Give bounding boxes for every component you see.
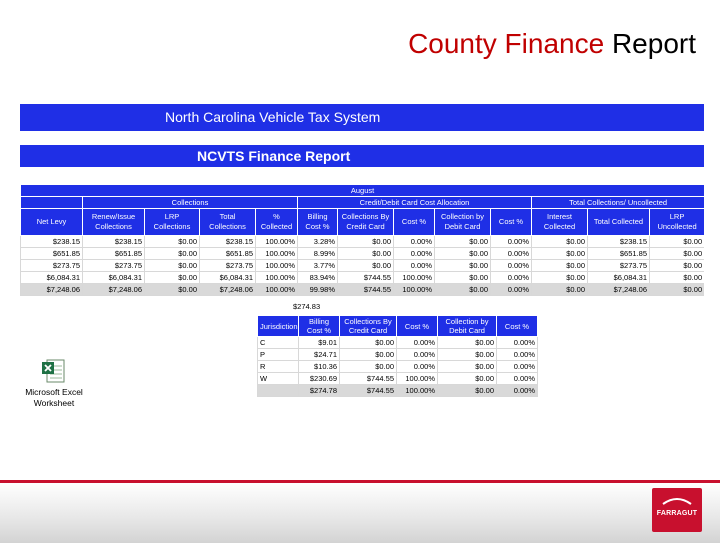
excel-object-label <box>20 387 88 409</box>
table-cell: $238.15 <box>21 236 83 248</box>
footer-bar <box>0 480 720 543</box>
group-total: Total Collections/ Uncollected <box>532 197 705 209</box>
table-cell: $6,084.31 <box>200 272 256 284</box>
table-cell: $0.00 <box>650 260 705 272</box>
table-cell: $0.00 <box>340 349 397 361</box>
title-part2: Report <box>611 28 696 59</box>
column-header: Total Collected <box>588 209 650 236</box>
report-title-band <box>20 145 704 167</box>
table-row <box>21 272 705 284</box>
table-row <box>258 373 538 385</box>
table-cell: $0.00 <box>338 260 394 272</box>
table-cell: 0.00% <box>491 260 532 272</box>
table-cell: 100.00% <box>256 248 298 260</box>
table-row <box>21 248 705 260</box>
group-header-row <box>21 197 705 209</box>
excel-label-line2: Worksheet <box>33 398 75 408</box>
table-row <box>258 337 538 349</box>
excel-label-line1: Microsoft Excel <box>25 387 83 397</box>
table-cell: $0.00 <box>532 272 588 284</box>
table-cell: $651.85 <box>83 248 145 260</box>
table-cell: 100.00% <box>394 272 435 284</box>
finance-report-sheet <box>20 104 704 422</box>
table-cell: 0.00% <box>497 385 538 397</box>
table-cell: 100.00% <box>256 260 298 272</box>
table-cell: $238.15 <box>588 236 650 248</box>
table-cell: $0.00 <box>650 248 705 260</box>
group-collections: Collections <box>83 197 298 209</box>
table-cell: $0.00 <box>435 284 491 296</box>
column-header: Renew/Issue Collections <box>83 209 145 236</box>
table-cell: $744.55 <box>338 284 394 296</box>
table-cell: $0.00 <box>145 236 200 248</box>
table-cell: $0.00 <box>145 272 200 284</box>
system-title-band <box>20 104 704 131</box>
group-card-allocation: Credit/Debit Card Cost Allocation <box>298 197 532 209</box>
table-row <box>258 349 538 361</box>
table-cell: $0.00 <box>338 236 394 248</box>
table-cell: $6,084.31 <box>588 272 650 284</box>
table-cell: 0.00% <box>394 236 435 248</box>
table-cell: $9.01 <box>299 337 340 349</box>
table-cell: $230.69 <box>299 373 340 385</box>
table-cell: 100.00% <box>256 284 298 296</box>
table-cell: $7,248.06 <box>588 284 650 296</box>
table-cell: $651.85 <box>588 248 650 260</box>
table-cell: $0.00 <box>650 236 705 248</box>
table-cell: $0.00 <box>145 248 200 260</box>
group-blank <box>21 197 83 209</box>
table-cell: $0.00 <box>435 272 491 284</box>
embedded-excel-object[interactable] <box>20 358 88 409</box>
table-cell: $0.00 <box>532 236 588 248</box>
table-cell: $0.00 <box>650 284 705 296</box>
column-header: LRP Uncollected <box>650 209 705 236</box>
table-cell: $7,248.06 <box>200 284 256 296</box>
table-cell: 100.00% <box>256 236 298 248</box>
table-cell: $651.85 <box>21 248 83 260</box>
table-cell: $0.00 <box>532 248 588 260</box>
table-row <box>21 260 705 272</box>
total-row <box>21 284 705 296</box>
table-cell: 83.94% <box>298 272 338 284</box>
finance-table <box>20 184 704 296</box>
column-header-row <box>21 209 705 236</box>
table-cell: $273.75 <box>588 260 650 272</box>
month-row <box>21 185 705 197</box>
table-cell: $0.00 <box>435 260 491 272</box>
table-cell: 0.00% <box>394 260 435 272</box>
column-header: Jurisdiction <box>258 316 299 337</box>
table-cell: 3.28% <box>298 236 338 248</box>
table-row <box>258 361 538 373</box>
jurisdiction-table <box>257 315 538 397</box>
table-cell: $6,084.31 <box>21 272 83 284</box>
table-cell: $744.55 <box>338 272 394 284</box>
table-cell: $0.00 <box>438 361 497 373</box>
slide-title <box>408 28 696 60</box>
column-header: Collection by Debit Card <box>435 209 491 236</box>
column-header: Cost % <box>497 316 538 337</box>
table-cell: $6,084.31 <box>83 272 145 284</box>
table-cell <box>258 385 299 397</box>
report-title: NCVTS Finance Report <box>197 148 351 164</box>
table-cell: $744.55 <box>340 373 397 385</box>
table-cell: 99.98% <box>298 284 338 296</box>
table-row <box>21 236 705 248</box>
table-cell: 100.00% <box>256 272 298 284</box>
table-cell: 0.00% <box>397 349 438 361</box>
table-cell: $238.15 <box>200 236 256 248</box>
table-cell: 0.00% <box>491 248 532 260</box>
table-cell: 0.00% <box>491 236 532 248</box>
column-header: Cost % <box>491 209 532 236</box>
excel-icon[interactable] <box>41 358 67 384</box>
table-cell: $0.00 <box>340 337 397 349</box>
table-cell: 0.00% <box>491 272 532 284</box>
table-cell: 100.00% <box>397 373 438 385</box>
table-cell: $7,248.06 <box>21 284 83 296</box>
column-header: Collections By Credit Card <box>340 316 397 337</box>
table-cell: 0.00% <box>397 361 438 373</box>
swoosh-icon <box>662 496 692 506</box>
table-cell: $273.75 <box>200 260 256 272</box>
month-label: August <box>21 185 705 197</box>
table-cell: $0.00 <box>438 349 497 361</box>
title-part1: County Finance <box>408 28 605 59</box>
table-cell: 100.00% <box>394 284 435 296</box>
table-cell: $651.85 <box>200 248 256 260</box>
column-header: % Collected <box>256 209 298 236</box>
table-cell: 0.00% <box>491 284 532 296</box>
column-header: Net Levy <box>21 209 83 236</box>
column-header: Interest Collected <box>532 209 588 236</box>
table-cell: $0.00 <box>145 260 200 272</box>
table-cell: $10.36 <box>299 361 340 373</box>
table-cell: $0.00 <box>435 248 491 260</box>
table-cell: $0.00 <box>435 236 491 248</box>
column-header: Billing Cost % <box>299 316 340 337</box>
column-header: Collections By Credit Card <box>338 209 394 236</box>
column-header: Collection by Debit Card <box>438 316 497 337</box>
column-header: Cost % <box>397 316 438 337</box>
jurisdiction-extra-value: $274.83 <box>293 302 321 311</box>
table-cell: 0.00% <box>394 248 435 260</box>
column-header: Cost % <box>394 209 435 236</box>
column-header: Total Collections <box>200 209 256 236</box>
jurisdiction-table-body <box>258 337 538 397</box>
table-cell: 3.77% <box>298 260 338 272</box>
table-cell: $0.00 <box>438 385 497 397</box>
brand-logo-text: FARRAGUT <box>656 510 698 517</box>
table-cell: $744.55 <box>340 385 397 397</box>
table-cell: 100.00% <box>397 385 438 397</box>
table-cell: 0.00% <box>397 337 438 349</box>
table-cell: 8.99% <box>298 248 338 260</box>
table-cell: $0.00 <box>340 361 397 373</box>
table-cell: $273.75 <box>21 260 83 272</box>
table-cell: $0.00 <box>650 272 705 284</box>
table-cell: 0.00% <box>497 349 538 361</box>
table-cell: P <box>258 349 299 361</box>
table-cell: $0.00 <box>438 373 497 385</box>
table-cell: 0.00% <box>497 337 538 349</box>
brand-logo <box>652 488 702 532</box>
table-cell: C <box>258 337 299 349</box>
table-cell: $0.00 <box>145 284 200 296</box>
finance-table-body <box>21 236 705 296</box>
table-cell: 0.00% <box>497 361 538 373</box>
table-cell: $0.00 <box>532 284 588 296</box>
table-cell: $238.15 <box>83 236 145 248</box>
table-cell: R <box>258 361 299 373</box>
table-cell: $24.71 <box>299 349 340 361</box>
table-cell: $274.78 <box>299 385 340 397</box>
table-cell: $0.00 <box>532 260 588 272</box>
total-row <box>258 385 538 397</box>
table-cell: $273.75 <box>83 260 145 272</box>
table-cell: W <box>258 373 299 385</box>
table-cell: $0.00 <box>338 248 394 260</box>
table-cell: $0.00 <box>438 337 497 349</box>
column-header: Billing Cost % <box>298 209 338 236</box>
column-header: LRP Collections <box>145 209 200 236</box>
table-cell: 0.00% <box>497 373 538 385</box>
table-cell: $7,248.06 <box>83 284 145 296</box>
system-title: North Carolina Vehicle Tax System <box>165 109 381 125</box>
jurisdiction-header-row <box>258 316 538 337</box>
